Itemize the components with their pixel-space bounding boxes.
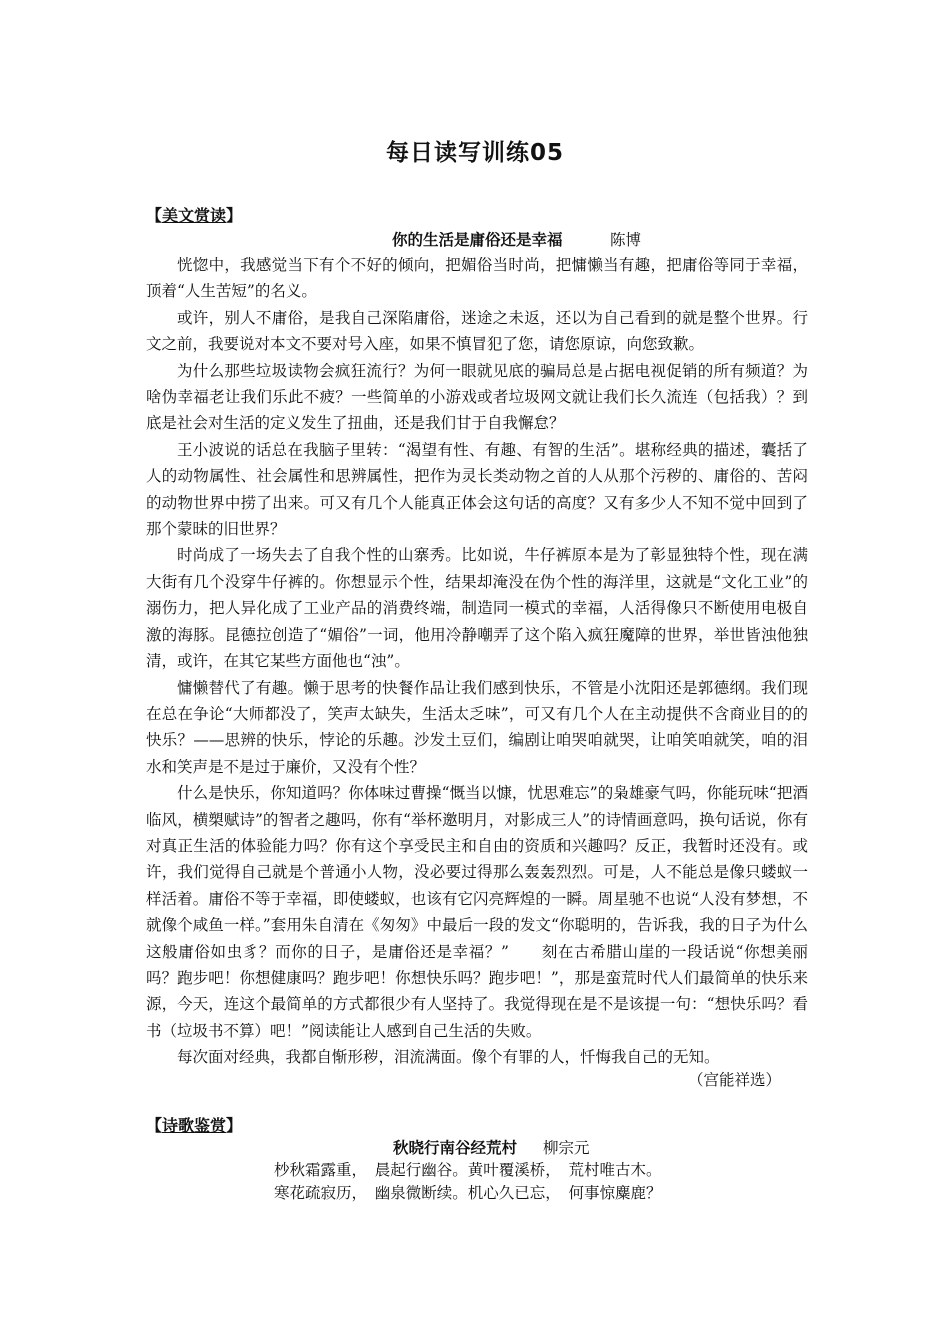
paragraph: 什么是快乐，你知道吗？你体味过曹操“慨当以慷，忧思难忘”的枭雄豪气吗，你能玩味“把酒临风，横槊赋诗”的智者之趣吗，你有“举杯邀明月，对影成三人”的诗情画意吗，换句话说，你有对真正生活的体验能力吗？你有这个享受民主和自由的资质和兴趣吗？反正，我暂时还没有。或许，我们觉得自己就是个普通小人物，没必要过得那么轰轰烈烈。可是，人不能总是像只蝼蚁一样活着。庸俗不等于幸福，即使蝼蚁，也该有它闪亮辉煌的一瞬。周星驰不也说“人没有梦想，不就像个咸鱼一样。”套用朱自清在《匆匆》中最后一段的发文“你聪明的，告诉我，我的日子为什么这般庸俗如虫豸？而你的日子，是庸俗还是幸福？” 刻在古希腊山崖的一段话说“你想美丽吗？跑步吧！你想健康吗？跑步吧！你想快乐吗？跑步吧！”，那是蛮荒时代人们最简单的快乐来源，今天，连这个最简单的方式都很少有人坚持了。我觉得现在是不是该提一句：“想快乐吗？看书（垃圾书不算）吧！”阅读能让人感到自己生活的失败。 [146, 784, 808, 1040]
article-source: （宫能祥选） [688, 1071, 782, 1089]
bracket-close: 】 [226, 1116, 243, 1135]
page-title: 每日读写训练05 [385, 140, 564, 166]
paragraph: 慵懒替代了有趣。懒于思考的快餐作品让我们感到快乐，不管是小沈阳还是郭德纲。我们现在总在争论“大师都没了，笑声太缺失，生活太乏味”，可又有几个人在主动提供不含商业目的的快乐？——思辨的快乐，悖论的乐趣。沙发土豆们，编剧让咱哭咱就哭，让咱笑咱就笑，咱的泪水和笑声是不是过于廉价，又没有个性？ [146, 678, 808, 776]
poem-line: 杪秋霜露重， 晨起行幽谷。黄叶覆溪桥， 荒村唯古木。 [274, 1161, 662, 1179]
paragraph: 恍惚中，我感觉当下有个不好的倾向，把媚俗当时尚，把慵懒当有趣，把庸俗等同于幸福，顶着“人生苦短”的名义。 [146, 256, 808, 301]
poem-author: 柳宗元 [543, 1139, 590, 1157]
bracket-close: 】 [226, 206, 243, 225]
paragraph: 为什么那些垃圾读物会疯狂流行？为何一眼就见底的骗局总是占据电视促销的所有频道？为啥伪幸福老让我们乐此不疲？一些简单的小游戏或者垃圾网文就让我们长久流连（包括我）？到底是社会对生活的定义发生了扭曲，还是我们甘于自我懈怠？ [146, 361, 808, 433]
paragraph: 时尚成了一场失去了自我个性的山寨秀。比如说，牛仔裤原本是为了彰显独特个性，现在满大街有几个没穿牛仔裤的。你想显示个性，结果却淹没在伪个性的海洋里，这就是“文化工业”的溺伤力，把人异化成了工业产品的消费终端，制造同一模式的幸福，人活得像只不断使用电极自激的海豚。昆德拉创造了“媚俗”一词，他用冷静嘲弄了这个陷入疯狂魔障的世界，举世皆浊他独清，或许，在其它某些方面他也“浊”。 [146, 546, 808, 671]
poem-title: 秋晓行南谷经荒村 [393, 1139, 518, 1157]
article-title: 你的生活是庸俗还是幸福 [392, 231, 563, 249]
poem-line: 寒花疏寂历， 幽泉微断续。机心久已忘， 何事惊麋鹿？ [274, 1184, 662, 1202]
paragraph: 每次面对经典，我都自惭形秽，泪流满面。像个有罪的人，忏悔我自己的无知。 [177, 1048, 720, 1067]
bracket-open: 【 [146, 1116, 163, 1135]
section-label: 美文赏读 [162, 206, 227, 225]
section-label: 诗歌鉴赏 [162, 1116, 227, 1135]
paragraph: 王小波说的话总在我脑子里转：“渴望有性、有趣、有智的生活”。堪称经典的描述，囊括了人的动物属性、社会属性和思辨属性，把作为灵长类动物之首的人从那个污秽的、庸俗的、苦闷的动物世界中捞了出来。可又有几个人能真正体会这句话的高度？又有多少人不知不觉中回到了那个蒙昧的旧世界？ [146, 440, 808, 539]
paragraph: 或许，别人不庸俗，是我自己深陷庸俗，迷途之未返，还以为自己看到的就是整个世界。行文之前，我要说对本文不要对号入座，如果不慎冒犯了您，请您原谅，向您致歉。 [146, 308, 808, 354]
section-heading-poetry [146, 1113, 242, 1136]
section-heading-essay [146, 203, 242, 226]
article-author: 陈博 [610, 231, 642, 249]
bracket-open: 【 [146, 206, 163, 225]
article-body [146, 252, 808, 1071]
